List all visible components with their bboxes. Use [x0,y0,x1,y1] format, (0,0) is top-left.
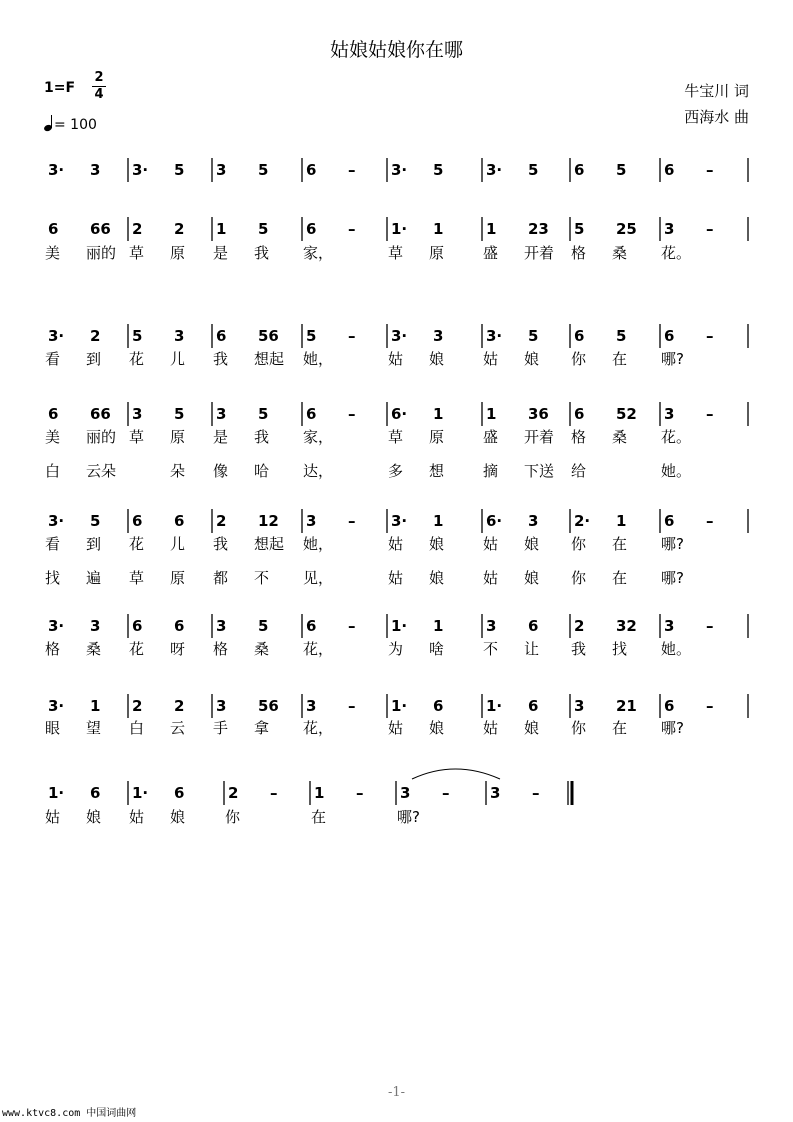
note-beat-2: 25 [616,220,637,238]
lyric-syllable: 找 [612,640,628,658]
note-beat-1: 6 [574,161,585,179]
lyric-syllable: 哪? [397,808,420,826]
lyric-syllable: 达， [303,462,334,480]
lyric-syllable: 原 [429,244,445,262]
note-beat-2: 1 [90,697,101,715]
note-beat-2: 6 [174,617,185,635]
note-beat-1: 3· [132,161,149,179]
note-beat-2: 2 [90,327,101,345]
note-beat-2: – [706,327,714,345]
note-beat-2: 3 [90,617,101,635]
note-beat-1: 1· [486,697,503,715]
note-beat-2: – [348,220,356,238]
lyric-syllable: 云 [170,719,186,737]
note-beat-1: 1 [216,220,227,238]
note-beat-1: 3 [216,697,227,715]
note-beat-2: 1 [616,512,627,530]
lyric-syllable: 娘 [429,719,445,737]
lyric-syllable: 娘 [524,569,540,587]
lyric-syllable: 像 [213,462,229,480]
lyric-syllable: 你 [225,808,241,826]
lyric-syllable: 白 [45,462,61,480]
lyric-syllable: 草 [129,569,145,587]
note-beat-2: – [442,784,450,802]
lyric-syllable: 桑 [612,244,628,262]
note-beat-1: 3 [490,784,501,802]
note-beat-2: – [706,220,714,238]
lyric-syllable: 想起 [254,535,285,553]
lyric-syllable: 在 [612,569,628,587]
time-signature-top: 2 [94,70,104,85]
lyric-syllable: 姑 [45,808,61,826]
note-beat-2: 5 [174,161,185,179]
lyric-syllable: 格 [213,640,229,658]
note-beat-2: 3 [433,327,444,345]
note-beat-2: 1 [433,405,444,423]
note-beat-1: 6 [664,161,675,179]
note-beat-2: – [706,161,714,179]
note-beat-2: 56 [258,697,279,715]
lyric-syllable: 姑 [483,350,499,368]
note-beat-1: 1 [486,220,497,238]
time-signature-bottom: 4 [94,87,104,102]
note-beat-1: 6· [486,512,503,530]
lyric-syllable: 姑 [388,719,404,737]
lyric-syllable: 我 [571,640,587,658]
lyric-syllable: 你 [571,535,587,553]
note-beat-2: – [706,617,714,635]
note-beat-2: 66 [90,220,111,238]
lyric-syllable: 格 [571,428,587,446]
lyric-syllable: 多 [388,462,404,480]
lyric-syllable: 见， [303,569,334,587]
note-beat-1: 3 [664,220,675,238]
lyric-syllable: 桑 [86,640,102,658]
lyric-syllable: 我 [254,244,270,262]
lyric-syllable: 遍 [86,569,102,587]
note-beat-1: 3 [216,161,227,179]
note-beat-2: 6 [174,784,185,802]
lyric-syllable: 她， [303,535,334,553]
note-beat-1: 2 [228,784,239,802]
note-beat-2: 23 [528,220,549,238]
note-beat-2: – [532,784,540,802]
note-beat-1: 1· [391,617,408,635]
note-beat-1: 6 [48,405,59,423]
note-beat-2: 5 [616,327,627,345]
lyric-syllable: 家， [303,428,334,446]
note-beat-1: 3 [306,697,317,715]
note-beat-1: 2· [574,512,591,530]
lyric-syllable: 她。 [661,640,692,658]
lyric-syllable: 格 [45,640,61,658]
note-beat-2: 1 [433,512,444,530]
lyric-syllable: 想 [429,462,445,480]
lyric-syllable: 姑 [483,569,499,587]
note-beat-1: 6 [306,220,317,238]
lyric-syllable: 哪? [661,350,684,368]
lyric-syllable: 她。 [661,462,692,480]
note-beat-1: 3· [486,327,503,345]
note-beat-1: 3· [48,327,65,345]
note-beat-1: 3 [664,617,675,635]
lyric-syllable: 你 [571,719,587,737]
lyric-syllable: 她， [303,350,334,368]
lyric-syllable: 格 [571,244,587,262]
lyric-syllable: 娘 [524,535,540,553]
lyric-syllable: 花。 [661,428,692,446]
note-beat-1: 3 [216,617,227,635]
lyric-syllable: 云朵 [86,462,117,480]
note-beat-2: 5 [258,617,269,635]
lyric-syllable: 下送 [524,462,555,480]
tempo-value: = 100 [54,117,97,133]
lyric-syllable: 丽的 [86,244,117,262]
note-beat-1: 5 [574,220,585,238]
site-watermark: www.ktvc8.com 中国词曲网 [2,1108,137,1119]
note-beat-2: 3 [528,512,539,530]
note-beat-2: 5 [433,161,444,179]
lyric-syllable: 在 [612,719,628,737]
lyric-syllable: 原 [429,428,445,446]
lyric-syllable: 看 [45,535,61,553]
lyric-syllable: 花。 [661,244,692,262]
lyric-syllable: 花， [303,640,334,658]
note-beat-1: 1 [486,405,497,423]
lyric-syllable: 美 [45,244,61,262]
lyric-syllable: 家， [303,244,334,262]
lyric-syllable: 我 [254,428,270,446]
note-beat-2: 5 [90,512,101,530]
note-beat-1: 1· [132,784,149,802]
note-beat-1: 3 [486,617,497,635]
lyric-syllable: 娘 [86,808,102,826]
lyric-syllable: 娘 [429,350,445,368]
lyric-syllable: 不 [483,640,499,658]
lyric-syllable: 姑 [388,535,404,553]
lyric-syllable: 草 [388,428,404,446]
note-beat-2: 32 [616,617,637,635]
lyric-syllable: 白 [129,719,145,737]
lyric-syllable: 原 [170,428,186,446]
lyric-syllable: 哈 [254,462,270,480]
composer-credit: 西海水 曲 [684,108,749,126]
lyric-syllable: 在 [612,350,628,368]
song-title: 姑娘姑娘你在哪 [329,39,463,61]
note-beat-1: 3· [391,512,408,530]
note-beat-1: 3· [48,512,65,530]
lyric-syllable: 在 [612,535,628,553]
lyric-syllable: 是 [213,428,229,446]
lyric-syllable: 到 [86,535,102,553]
note-beat-1: 3· [486,161,503,179]
note-beat-1: 6 [574,405,585,423]
lyric-syllable: 娘 [429,535,445,553]
lyric-syllable: 儿 [170,535,186,553]
note-beat-2: 5 [528,161,539,179]
lyric-syllable: 草 [129,244,145,262]
lyric-syllable: 花， [303,719,334,737]
note-beat-2: – [348,617,356,635]
note-beat-1: 3· [391,161,408,179]
note-beat-1: 3· [48,161,65,179]
note-beat-1: 6 [306,161,317,179]
note-beat-1: 1· [48,784,65,802]
note-beat-2: 3 [90,161,101,179]
lyric-syllable: 你 [571,350,587,368]
note-beat-2: – [356,784,364,802]
note-beat-1: 6 [48,220,59,238]
lyric-syllable: 哪? [661,535,684,553]
note-beat-2: 5 [258,161,269,179]
note-beat-1: 2 [216,512,227,530]
note-beat-2: 5 [258,405,269,423]
note-beat-1: 3 [574,697,585,715]
note-beat-2: 5 [528,327,539,345]
note-beat-2: 12 [258,512,279,530]
lyric-syllable: 找 [45,569,61,587]
lyric-syllable: 花 [129,535,145,553]
note-beat-1: 5 [132,327,143,345]
note-beat-2: – [348,405,356,423]
note-beat-2: 66 [90,405,111,423]
lyric-syllable: 摘 [483,462,499,480]
lyric-syllable: 姑 [129,808,145,826]
note-beat-1: 6 [132,617,143,635]
lyric-syllable: 盛 [483,244,499,262]
lyric-syllable: 在 [311,808,327,826]
note-beat-1: 3· [391,327,408,345]
lyric-syllable: 为 [388,640,404,658]
lyric-syllable: 姑 [483,535,499,553]
lyric-syllable: 想起 [254,350,285,368]
lyric-syllable: 原 [170,244,186,262]
lyric-syllable: 让 [524,640,540,658]
note-beat-1: 1· [391,220,408,238]
lyric-syllable: 都 [213,569,229,587]
lyric-syllable: 朵 [170,462,186,480]
lyric-syllable: 开着 [524,428,555,446]
lyric-syllable: 哪? [661,569,684,587]
note-beat-1: 1 [314,784,325,802]
note-beat-2: 21 [616,697,637,715]
note-beat-1: 6 [306,617,317,635]
note-beat-2: 6 [433,697,444,715]
note-beat-2: – [348,512,356,530]
note-beat-2: 6 [528,697,539,715]
lyricist-credit: 牛宝川 词 [684,82,749,100]
lyric-syllable: 给 [571,462,587,480]
lyric-syllable: 拿 [254,719,270,737]
note-beat-2: 3 [174,327,185,345]
lyric-syllable: 姑 [388,350,404,368]
note-beat-2: – [270,784,278,802]
lyric-syllable: 姑 [388,569,404,587]
note-beat-2: – [348,697,356,715]
key-signature: 1=F [44,80,76,96]
note-beat-1: 3 [306,512,317,530]
lyric-syllable: 娘 [524,350,540,368]
lyric-syllable: 哪? [661,719,684,737]
page-number: -1- [387,1085,406,1100]
lyric-syllable: 花 [129,640,145,658]
lyric-syllable: 美 [45,428,61,446]
note-beat-1: 2 [132,697,143,715]
lyric-syllable: 丽的 [86,428,117,446]
note-beat-2: 1 [433,617,444,635]
note-beat-1: 6 [574,327,585,345]
note-beat-1: 3· [48,697,65,715]
note-beat-2: – [706,697,714,715]
note-beat-1: 6· [391,405,408,423]
lyric-syllable: 你 [571,569,587,587]
note-beat-1: 3 [400,784,411,802]
note-beat-1: 2 [132,220,143,238]
note-beat-2: – [706,512,714,530]
note-beat-1: 3· [48,617,65,635]
note-beat-1: 6 [216,327,227,345]
note-beat-1: 3 [216,405,227,423]
lyric-syllable: 不 [254,569,270,587]
note-beat-2: 1 [433,220,444,238]
lyric-syllable: 开着 [524,244,555,262]
lyric-syllable: 看 [45,350,61,368]
note-beat-2: 2 [174,697,185,715]
note-beat-2: – [348,327,356,345]
note-beat-2: 2 [174,220,185,238]
lyric-syllable: 草 [129,428,145,446]
note-beat-2: 5 [258,220,269,238]
lyric-syllable: 桑 [254,640,270,658]
lyric-syllable: 我 [213,350,229,368]
note-beat-2: 36 [528,405,549,423]
note-beat-1: 3 [664,405,675,423]
lyric-syllable: 娘 [429,569,445,587]
note-beat-2: 6 [90,784,101,802]
lyric-syllable: 草 [388,244,404,262]
lyric-syllable: 盛 [483,428,499,446]
lyric-syllable: 是 [213,244,229,262]
note-beat-1: 6 [132,512,143,530]
note-beat-2: – [706,405,714,423]
lyric-syllable: 望 [86,719,102,737]
lyric-syllable: 原 [170,569,186,587]
note-beat-2: 5 [174,405,185,423]
lyric-syllable: 啥 [429,640,445,658]
note-beat-1: 2 [574,617,585,635]
note-beat-1: 1· [391,697,408,715]
note-beat-2: 52 [616,405,637,423]
note-beat-1: 6 [664,512,675,530]
lyric-syllable: 我 [213,535,229,553]
lyric-syllable: 儿 [170,350,186,368]
note-beat-2: – [348,161,356,179]
note-beat-1: 6 [306,405,317,423]
lyric-syllable: 眼 [45,719,61,737]
lyric-syllable: 手 [213,719,229,737]
note-beat-1: 6 [664,327,675,345]
lyric-syllable: 娘 [170,808,186,826]
lyric-syllable: 花 [129,350,145,368]
lyric-syllable: 到 [86,350,102,368]
note-beat-1: 3 [132,405,143,423]
note-beat-1: 5 [306,327,317,345]
lyric-syllable: 呀 [170,640,186,658]
note-beat-2: 6 [174,512,185,530]
tie-arc [412,769,500,779]
note-beat-2: 56 [258,327,279,345]
note-beat-2: 5 [616,161,627,179]
note-beat-1: 6 [664,697,675,715]
lyric-syllable: 娘 [524,719,540,737]
lyric-syllable: 桑 [612,428,628,446]
note-beat-2: 6 [528,617,539,635]
lyric-syllable: 姑 [483,719,499,737]
